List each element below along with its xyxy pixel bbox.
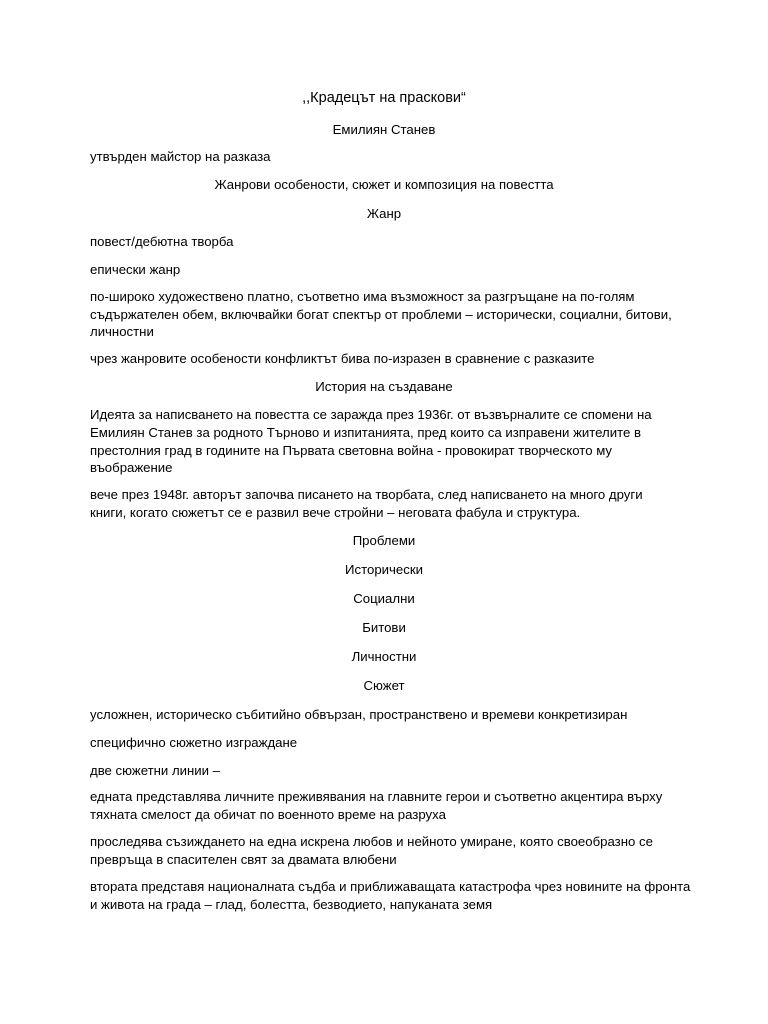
section-heading: Исторически bbox=[345, 562, 423, 577]
paragraph-line: престолния град в годините на Първата световна война - провокират творческото му bbox=[90, 443, 612, 458]
document-author: Емилиян Станев bbox=[332, 122, 436, 137]
paragraph-line: по-широко художествено платно, съответно има възможност за разгръщане на по-голям bbox=[90, 289, 635, 304]
paragraph-line: втората представя националната съдба и приближаващата катастрофа чрез новините на фронта bbox=[90, 879, 691, 894]
section-heading: Жанрови особености, сюжет и композиция на повестта bbox=[214, 177, 554, 192]
paragraph: две сюжетни линии – bbox=[90, 763, 221, 778]
paragraph-line: съдържателен обем, включвайки богат спектър от проблеми – исторически, социални, битови, bbox=[90, 307, 672, 322]
paragraph: чрез жанровите особености конфликтът бива по-изразен в сравнение с разказите bbox=[90, 351, 595, 366]
section-heading: Социални bbox=[353, 591, 415, 606]
paragraph-line: проследява съзиждането на една искрена любов и нейното умиране, която своеобразно се bbox=[90, 834, 653, 849]
paragraph: епически жанр bbox=[90, 262, 181, 277]
paragraph: утвърден майстор на разказа bbox=[90, 149, 271, 164]
paragraph: специфично сюжетно изграждане bbox=[90, 735, 298, 750]
section-heading: История на създаване bbox=[315, 379, 453, 394]
document-title: ,,Крадецът на праскови“ bbox=[302, 90, 466, 106]
section-heading: Жанр bbox=[366, 206, 402, 221]
paragraph-line: и живота на града – глад, болестта, безводието, напуканата земя bbox=[90, 897, 493, 912]
section-heading: Личностни bbox=[351, 649, 417, 664]
paragraph-line: книги, когато сюжетът се е развил вече стройни – неговата фабула и структура. bbox=[90, 505, 581, 520]
paragraph-line: личностни bbox=[90, 324, 154, 339]
paragraph-line: превръща в спасителен свят за двамата влюбени bbox=[90, 852, 397, 867]
section-heading: Сюжет bbox=[363, 678, 405, 693]
section-heading: Проблеми bbox=[352, 533, 416, 548]
paragraph: усложнен, историческо събитийно обвързан, пространствено и времеви конкретизиран bbox=[90, 707, 628, 722]
paragraph-line: вече през 1948г. авторът започва писането на творбата, след написването на много други bbox=[90, 487, 643, 502]
paragraph-line: Емилиян Станев за родното Търново и изпитанията, пред които са изправени жителите в bbox=[90, 425, 642, 440]
paragraph-line: въображение bbox=[90, 460, 173, 475]
paragraph-line: тяхната смелост да обичат по военното време на разруха bbox=[90, 807, 446, 822]
paragraph-line: Идеята за написването на повестта се заражда през 1936г. от възвърналите се спомени на bbox=[90, 407, 652, 422]
section-heading: Битови bbox=[362, 620, 406, 635]
paragraph-line: едната представлява личните преживявания на главните герои и съответно акцентира върху bbox=[90, 789, 663, 804]
paragraph: повест/дебютна творба bbox=[90, 234, 234, 249]
